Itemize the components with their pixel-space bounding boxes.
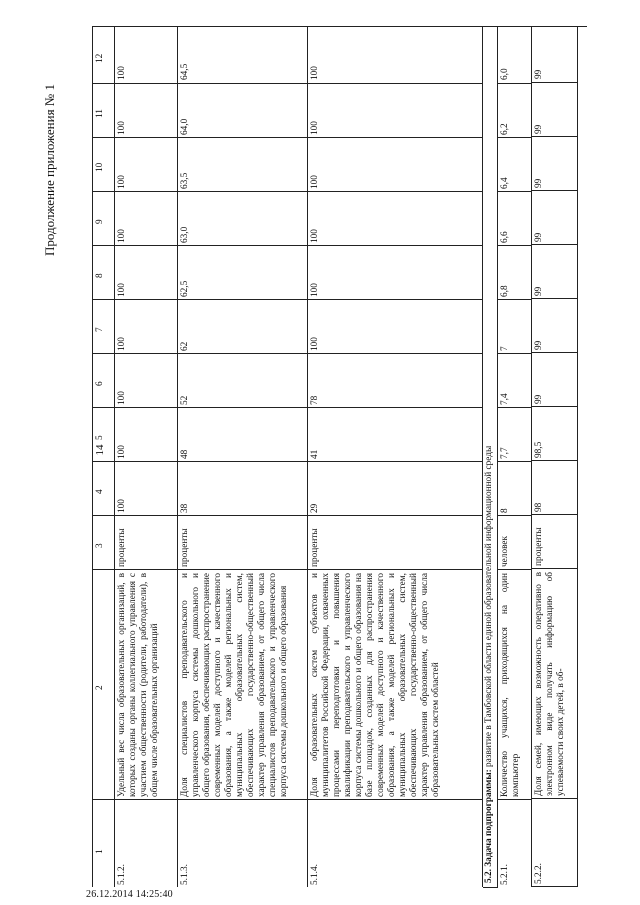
header-cell-12: 12 <box>95 53 105 63</box>
value-cell: 99 <box>532 352 577 406</box>
value-cell: 38 <box>178 461 307 515</box>
value-cell: 48 <box>178 407 307 461</box>
value-cell: 99 <box>532 136 577 190</box>
value-cell: 100 <box>115 191 177 245</box>
table-header-row <box>93 27 115 887</box>
value-cell: 100 <box>308 299 482 353</box>
header-cell-6: 6 <box>93 353 114 407</box>
value-cell: 78 <box>308 353 482 407</box>
row-unit-cell: проценты <box>308 515 482 569</box>
table-row <box>115 27 178 887</box>
row-unit-cell: человек <box>498 515 531 569</box>
value-cell: 62 <box>178 299 307 353</box>
row-description-cell: Количество учащихся, приходящихся на один компьютер <box>498 569 531 799</box>
row-description-cell: Доля семей, имеющих возможность оперативно в электронном виде получать информацию об успеваемости своих детей, в об- <box>532 568 577 798</box>
value-cell: 100 <box>115 461 177 515</box>
row-id-cell: 5.1.2. <box>115 799 177 887</box>
value-cell: 100 <box>115 299 177 353</box>
value-cell: 100 <box>115 137 177 191</box>
print-timestamp: 26.12.2014 14:25:40 <box>86 889 173 900</box>
appendix-caption: Продолжение приложения № 1 <box>42 84 57 256</box>
header-cell-10: 10 <box>93 137 114 191</box>
value-cell: 100 <box>308 83 482 137</box>
value-cell: 100 <box>308 245 482 299</box>
value-cell: 100 <box>115 407 177 461</box>
row-unit-cell: проценты <box>115 515 177 569</box>
header-cell-3: 3 <box>93 515 114 569</box>
value-cell: 100 <box>115 245 177 299</box>
header-cell-1: 1 <box>93 799 114 887</box>
value-cell: 29 <box>308 461 482 515</box>
header-cell-11: 11 <box>93 83 114 137</box>
value-cell: 63,0 <box>178 191 307 245</box>
value-cell: 98 <box>532 460 577 514</box>
row-unit-cell: проценты <box>178 515 307 569</box>
row-id-cell: 5.2.1. <box>498 799 531 887</box>
row-id-cell: 5.1.4. <box>308 799 482 887</box>
value-cell: 99 <box>532 298 577 352</box>
section-heading-bold: 5.2. Задача подпрограммы: <box>484 769 494 883</box>
header-cell-8: 8 <box>93 245 114 299</box>
value-cell: 62,5 <box>178 245 307 299</box>
value-cell: 7,4 <box>498 353 531 407</box>
row-id-cell: 5.1.3. <box>178 799 307 887</box>
value-cell: 100 <box>117 66 127 80</box>
header-cell-7: 7 <box>93 299 114 353</box>
row-unit-cell: проценты <box>532 514 577 568</box>
table-row <box>498 27 532 887</box>
table-row <box>308 27 483 887</box>
value-cell: 6,0 <box>500 68 510 80</box>
value-cell: 100 <box>115 83 177 137</box>
value-cell: 6,8 <box>498 245 531 299</box>
value-cell: 8 <box>498 461 531 515</box>
value-cell: 100 <box>115 353 177 407</box>
row-description-cell: Доля специалистов преподавательского и управленческого корпуса системы дошкольного и общего образования, обеспечивающих распространение современных моделей доступного и качественного образования, а также моделей региональных и муниципальных образовательных систем, обеспечивающих государственно-общественный характер управления образованием, от общего числа специалистов преподавательского и управленческого корпуса системы дошкольного и общего образования <box>178 569 307 799</box>
row-id-cell: 5.2.2. <box>532 798 577 886</box>
value-cell: 64,0 <box>178 83 307 137</box>
value-cell: 6,4 <box>498 137 531 191</box>
row-description-cell: Удельный вес числа образовательных организаций, в которых созданы органы коллегиального управления с участием общественности (родители, работодатели), в общем числе образовательных организаций <box>115 569 177 799</box>
row-description-cell: Доля образовательных систем субъектов и муниципалитетов Российской Федерации, охваченных процессами переподготовки и повышения квалификации преподавательского и управленческого корпуса системы дошкольного и общего образования на базе площадок, созданных для распространения современных моделей доступного и качественного образования, а также моделей региональных и муниципальных образовательных систем, обеспечивающих государственно-общественный характер управления образованием, от общего числа образовательных систем областей <box>308 569 482 799</box>
value-cell: 100 <box>308 137 482 191</box>
page-number: 14 <box>94 444 106 456</box>
indicators-table <box>92 26 587 887</box>
value-cell: 6,6 <box>498 191 531 245</box>
value-cell: 98,5 <box>532 406 577 460</box>
header-cell-5: 5 <box>93 407 114 461</box>
value-cell: 100 <box>310 66 320 80</box>
value-cell: 63,5 <box>178 137 307 191</box>
value-cell: 99 <box>532 190 577 244</box>
header-cell-2: 2 <box>93 569 114 799</box>
table-row <box>532 27 578 887</box>
header-cell-9: 9 <box>93 191 114 245</box>
value-cell: 52 <box>178 353 307 407</box>
value-cell: 7,7 <box>498 407 531 461</box>
value-cell: 99 <box>532 82 577 136</box>
value-cell: 64,5 <box>180 63 190 80</box>
value-cell: 6,2 <box>498 83 531 137</box>
value-cell: 99 <box>532 244 577 298</box>
value-cell: 41 <box>308 407 482 461</box>
value-cell: 100 <box>308 191 482 245</box>
header-cell-4: 4 <box>93 461 114 515</box>
value-cell: 99 <box>534 69 544 79</box>
section-heading-text: развитие в Тамбовской области единой образовательной информационной среды <box>484 445 494 770</box>
value-cell: 7 <box>498 299 531 353</box>
section-heading-row <box>483 27 498 888</box>
table-row <box>178 27 308 887</box>
